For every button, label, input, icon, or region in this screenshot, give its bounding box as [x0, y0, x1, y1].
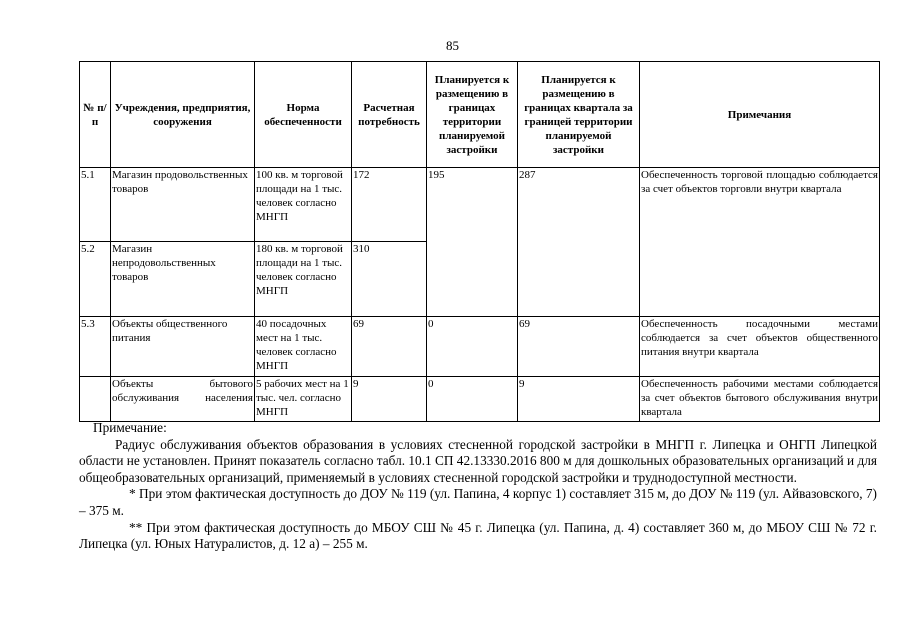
footnote-1: * При этом фактическая доступность до ДОУ № 119 (ул. Папина, 4 корпус 1) составляет 315 м, до ДОУ № 119 (ул. Айвазовского, 7) – 375 м. [79, 486, 877, 518]
row-need: 172 [352, 168, 427, 242]
notes-section [79, 420, 877, 553]
page-number: 85 [446, 38, 459, 53]
header-facilities: Учреждения, предприятия, сооружения [111, 62, 255, 168]
table-row [80, 377, 880, 422]
row-norm: 180 кв. м торговой площади на 1 тыс. человек согласно МНГП [255, 242, 352, 317]
row-norm: 5 рабочих мест на 1 тыс. чел. согласно МНГП [255, 377, 352, 422]
row-need: 69 [352, 317, 427, 377]
row-name: Магазин непродовольственных товаров [111, 242, 255, 317]
row-name: Магазин продовольственных товаров [111, 168, 255, 242]
row-number: 5.2 [80, 242, 111, 317]
table-header-row [80, 62, 880, 168]
notes-paragraph: Радиус обслуживания объектов образования в условиях стесненной городской застройки в МНГП г. Липецка и ОНГП Липецкой области не установлен. Принят показатель согласно табл. 10.1 СП 42.13330.2016 800 м для дошкольных образовательных организаций и для общеобразовательных организаций, применяемый в условиях стесненной городской застройки и труднодоступной местности. [79, 436, 877, 485]
header-planned-in: Планируется к размещению в границах территории планируемой застройки [427, 62, 518, 168]
facilities-table [79, 61, 880, 422]
header-notes: Примечания [640, 62, 880, 168]
header-need: Расчетная потребность [352, 62, 427, 168]
footnote-2: ** При этом фактическая доступность до МБОУ СШ № 45 г. Липецка (ул. Папина, д. 4) составляет 360 м, до МБОУ СШ № 72 г. Липецка (ул. Юных Натуралистов, д. 12 а) – 255 м. [79, 519, 877, 552]
row-planned-in: 195 [427, 168, 518, 317]
header-planned-out: Планируется к размещению в границах квартала за границей территории планируемой застройки [518, 62, 640, 168]
row-need: 310 [352, 242, 427, 317]
table-row [80, 317, 880, 377]
row-norm: 100 кв. м торговой площади на 1 тыс. человек согласно МНГП [255, 168, 352, 242]
row-number [80, 377, 111, 422]
row-planned-out: 287 [518, 168, 640, 317]
row-name: Объекты бытового обслуживания населения [111, 377, 255, 422]
row-name: Объекты общественного питания [111, 317, 255, 377]
row-planned-out: 69 [518, 317, 640, 377]
header-norm: Норма обеспеченности [255, 62, 352, 168]
row-norm: 40 посадочных мест на 1 тыс. человек согласно МНГП [255, 317, 352, 377]
table-row [80, 168, 880, 242]
header-number: № п/п [80, 62, 111, 168]
row-planned-in: 0 [427, 377, 518, 422]
row-note: Обеспеченность торговой площадью соблюдается за счет объектов торговли внутри квартала [640, 168, 880, 317]
row-number: 5.1 [80, 168, 111, 242]
row-planned-in: 0 [427, 317, 518, 377]
row-note: Обеспеченность посадочными местами соблюдается за счет объектов общественного питания внутри квартала [640, 317, 880, 377]
notes-title: Примечание: [93, 420, 167, 435]
row-need: 9 [352, 377, 427, 422]
row-planned-out: 9 [518, 377, 640, 422]
row-number: 5.3 [80, 317, 111, 377]
row-note: Обеспеченность рабочими местами соблюдается за счет объектов бытового обслуживания внутри квартала [640, 377, 880, 422]
